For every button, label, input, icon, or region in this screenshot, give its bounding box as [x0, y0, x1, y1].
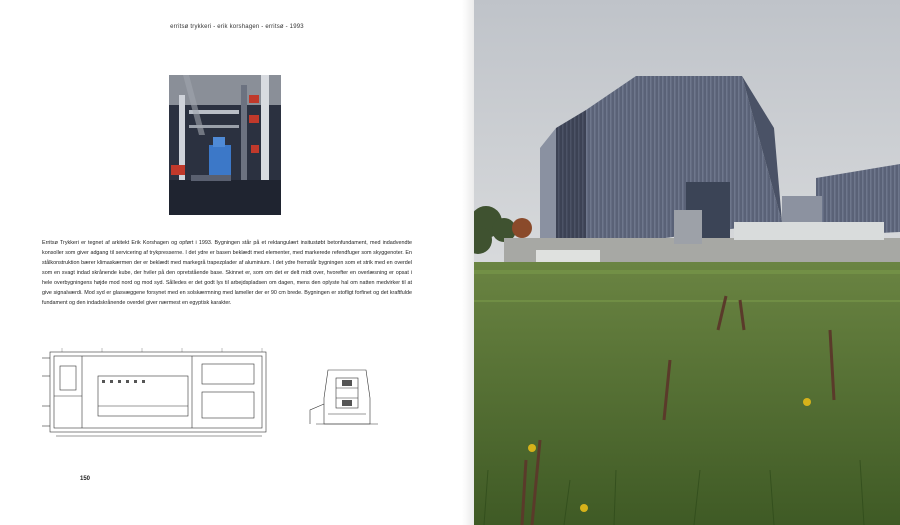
- right-page: [474, 0, 900, 525]
- page-number: 150: [80, 476, 91, 482]
- body-paragraph: Erritsø Trykkeri er tegnet af arkitekt Erik Korshagen og opført i 1993. Bygningen står på et rektangulært insitustøbt betonfundament, med indadvendte konsoller som giver adgang til servicering af trykpresserne. I det ydre er basen beklædt med elementer, med markerede refendfuger som skyggenoter. En stålkonstruktion bærer klimaskærmen der er beklædt med markegrå trapezplader af aluminium. I det ydre fremstår bygningen som et strik med en overdel som en svagt indad skrånende kube, der hviler på den opretstående base. Skinnet er, som om det er delt midt over, hvorefter en overlæsning er opsat i hele overbygningens højde mod nord og mod syd. Sålledes er det godt lys til arbejdspladsen om dagen, mens den oplyste hal om natten medvirker til at give signalværdi. Mod syd er glasvæggene forsynet med en solskærmning med lameller der er 90 cm brede. Bygningen er stofligt forfinet og det kraftfulde fundament og den indadskrånende overdel giver nærmest en egyptisk karakter.: [42, 240, 412, 306]
- running-head: erritsø trykkeri - erik korshagen - erritsø - 1993: [170, 24, 304, 30]
- floor-plan-drawing: [42, 346, 274, 440]
- section-drawing: [306, 364, 382, 430]
- interior-photo: [169, 75, 281, 215]
- section-graphic: [306, 364, 382, 430]
- building-exterior-photo: [474, 0, 900, 525]
- floor-plan-graphic: [42, 346, 274, 440]
- spine-shadow: [462, 0, 474, 525]
- interior-photo-graphic: [169, 75, 281, 215]
